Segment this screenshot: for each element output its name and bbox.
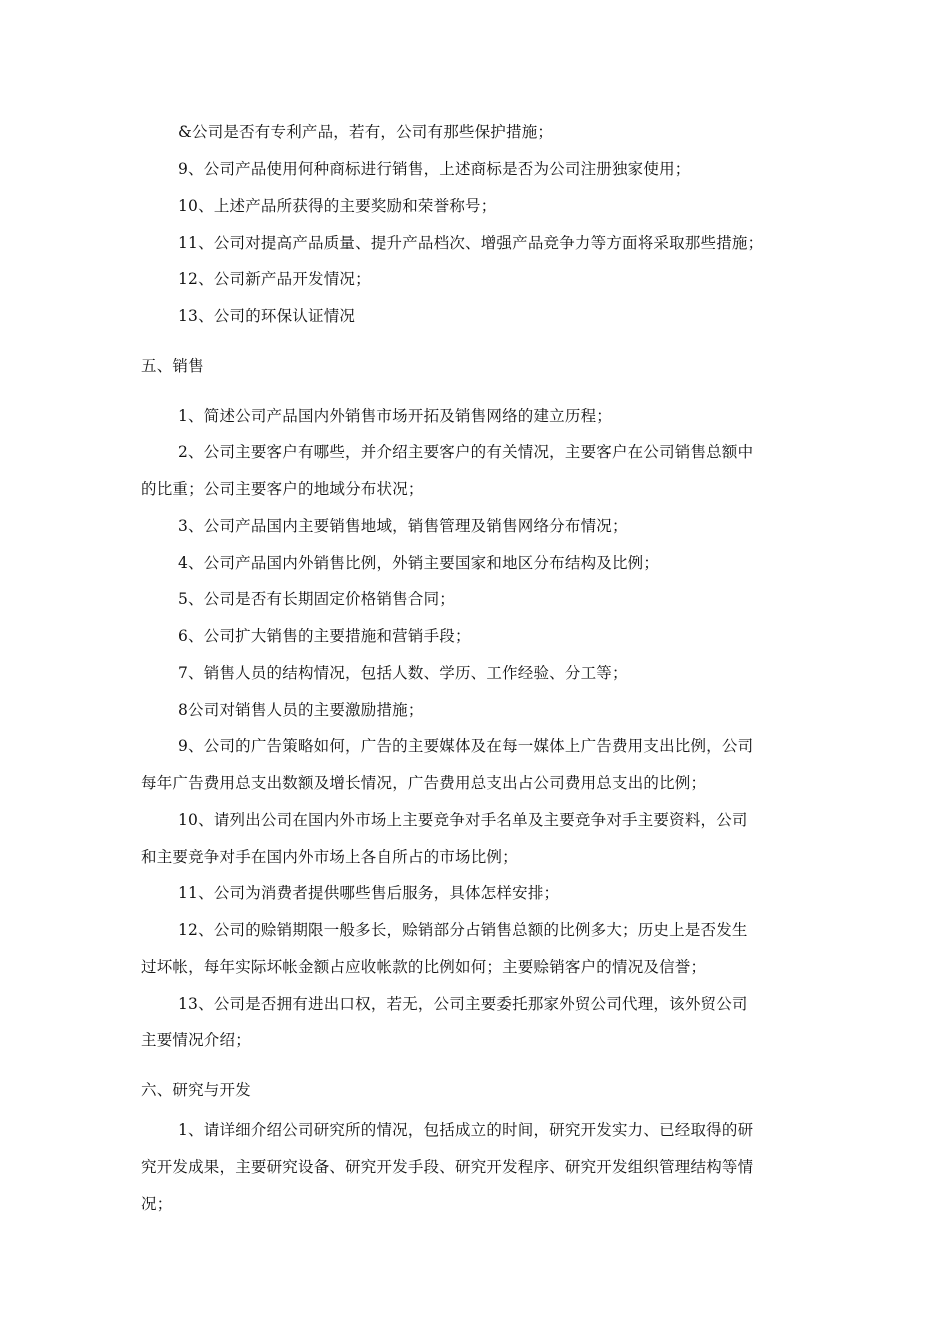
rnd-item-1-cont-2: 况；: [141, 1195, 173, 1213]
section-heading-rnd: 六、研究与开发: [141, 1081, 251, 1099]
sales-item-12-cont: 过坏帐，每年实际坏帐金额占应收帐款的比例如何；主要赊销客户的情况及信誉；: [141, 958, 707, 976]
section-heading-sales: 五、销售: [141, 357, 204, 375]
sales-item-13: 13、公司是否拥有进出口权，若无，公司主要委托那家外贸公司代理，该外贸公司: [178, 995, 748, 1013]
sales-item-11: 11、公司为消费者提供哪些售后服务，具体怎样安排；: [178, 884, 560, 902]
rnd-item-1: 1、请详细介绍公司研究所的情况，包括成立的时间，研究开发实力、已经取得的研: [178, 1121, 754, 1139]
sales-item-5: 5、公司是否有长期固定价格销售合同；: [178, 590, 455, 608]
sales-item-8: 8公司对销售人员的主要激励措施；: [178, 701, 424, 719]
item-new-products: 12、公司新产品开发情况；: [178, 270, 371, 288]
sales-item-3: 3、公司产品国内主要销售地域，销售管理及销售网络分布情况；: [178, 517, 628, 535]
sales-item-7: 7、销售人员的结构情况，包括人数、学历、工作经验、分工等；: [178, 664, 628, 682]
sales-item-10-cont: 和主要竞争对手在国内外市场上各自所占的市场比例；: [141, 848, 518, 866]
sales-item-9: 9、公司的广告策略如何，广告的主要媒体及在每一媒体上广告费用支出比例，公司: [178, 737, 754, 755]
rnd-item-1-cont: 究开发成果，主要研究设备、研究开发手段、研究开发程序、研究开发组织管理结构等情: [141, 1158, 754, 1176]
item-patent-products: &公司是否有专利产品，若有，公司有那些保护措施；: [178, 123, 554, 141]
sales-item-10: 10、请列出公司在国内外市场上主要竞争对手名单及主要竞争对手主要资料，公司: [178, 811, 748, 829]
sales-item-12: 12、公司的赊销期限一般多长，赊销部分占销售总额的比例多大；历史上是否发生: [178, 921, 748, 939]
sales-item-4: 4、公司产品国内外销售比例，外销主要国家和地区分布结构及比例；: [178, 554, 660, 572]
sales-item-1: 1、简述公司产品国内外销售市场开拓及销售网络的建立历程；: [178, 407, 612, 425]
sales-item-13-cont: 主要情况介绍；: [141, 1031, 251, 1049]
item-awards: 10、上述产品所获得的主要奖励和荣誉称号；: [178, 197, 497, 215]
item-trademark: 9、公司产品使用何种商标进行销售，上述商标是否为公司注册独家使用；: [178, 160, 691, 178]
sales-item-9-cont: 每年广告费用总支出数额及增长情况，广告费用总支出占公司费用总支出的比例；: [141, 774, 707, 792]
sales-item-6: 6、公司扩大销售的主要措施和营销手段；: [178, 627, 471, 645]
sales-item-2: 2、公司主要客户有哪些，并介绍主要客户的有关情况，主要客户在公司销售总额中: [178, 443, 754, 461]
item-environmental-certification: 13、公司的环保认证情况: [178, 307, 356, 325]
sales-item-2-cont: 的比重；公司主要客户的地域分布状况；: [141, 480, 424, 498]
item-quality-measures: 11、公司对提高产品质量、提升产品档次、增强产品竞争力等方面将采取那些措施；: [178, 234, 764, 252]
